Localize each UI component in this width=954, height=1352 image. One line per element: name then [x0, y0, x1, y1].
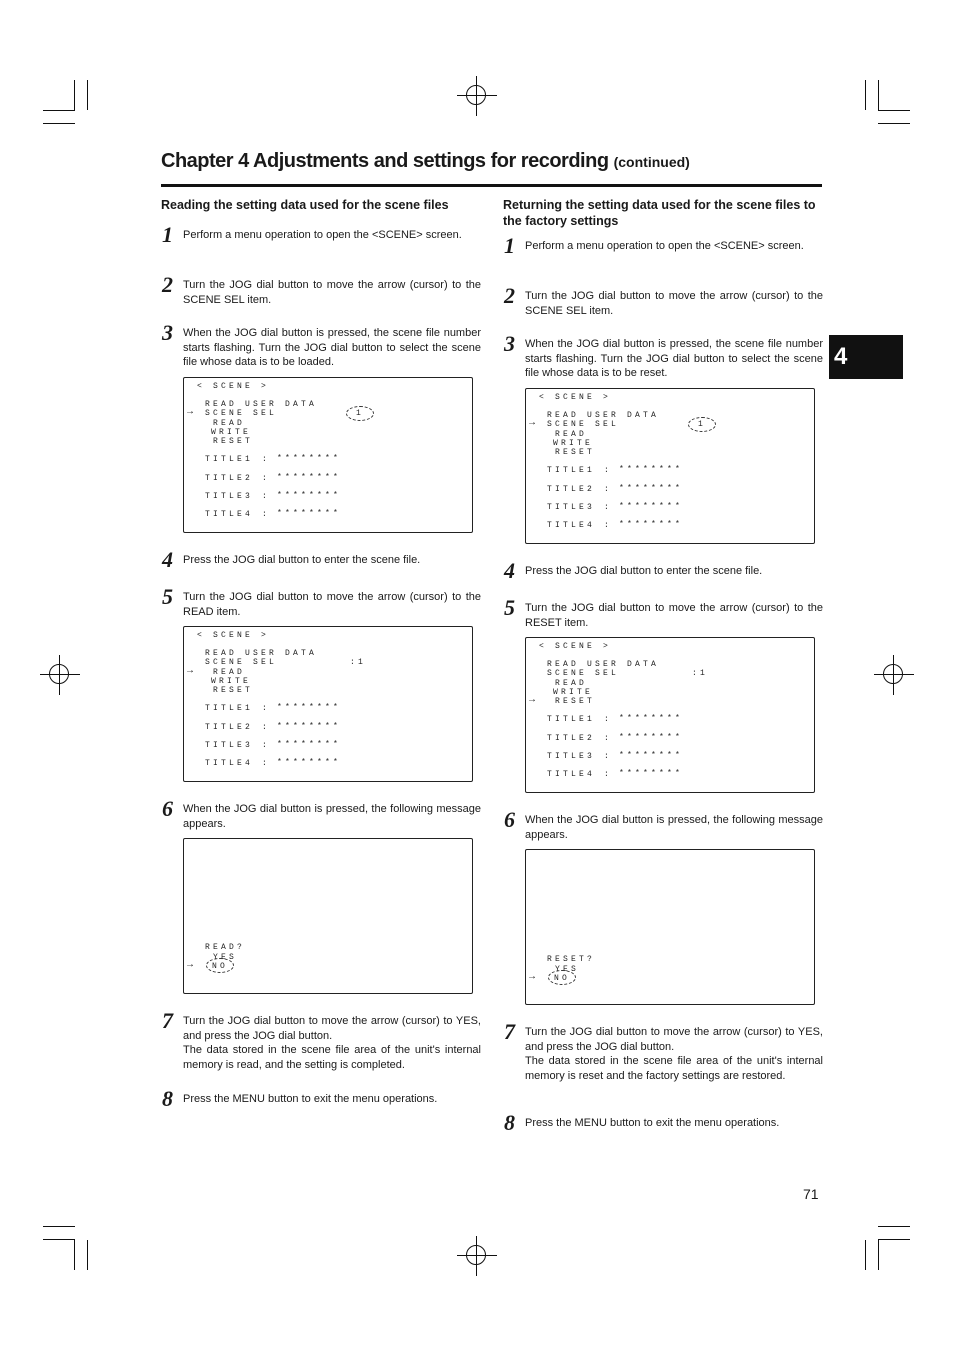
step-number: 2 — [162, 272, 173, 297]
chapter-title-text: Chapter 4 Adjustments and settings for recording — [161, 150, 609, 172]
menu-title3: TITLE3 — [205, 492, 254, 501]
message-no: NO — [554, 974, 571, 983]
menu-scene-sel: SCENE SEL — [547, 669, 620, 678]
message-screen — [183, 838, 473, 994]
menu-title4: TITLE4 — [547, 521, 596, 530]
crop-mark — [878, 1239, 910, 1240]
title-separator: : — [262, 492, 271, 501]
title-separator: : — [604, 715, 613, 724]
message-screen — [525, 849, 815, 1005]
menu-read: READ — [213, 419, 246, 428]
step-number: 8 — [504, 1110, 515, 1135]
right-column — [503, 197, 823, 1135]
menu-scene-sel: SCENE SEL — [205, 409, 278, 418]
step-text: Turn the JOG dial button to move the arrow (cursor) to YES, and press the JOG dial button. The data stored in the scene file area of the unit's internal memory is read, and the setting is completed. — [183, 1015, 481, 1071]
crop-mark — [43, 1239, 75, 1240]
menu-read-user-data: READ USER DATA — [547, 411, 660, 420]
crop-mark — [878, 1240, 879, 1270]
step-number: 4 — [162, 547, 173, 572]
step-number: 7 — [162, 1008, 173, 1033]
menu-read: READ — [555, 430, 588, 439]
page-number: 71 — [803, 1186, 819, 1202]
menu-write: WRITE — [211, 428, 252, 437]
step-number: 6 — [162, 796, 173, 821]
step-number: 1 — [504, 233, 515, 258]
step-text: Press the MENU button to exit the menu operations. — [525, 1117, 780, 1129]
left-column — [161, 197, 481, 1111]
step — [503, 331, 823, 381]
scene-sel-value: :1 — [692, 669, 709, 678]
step-number: 7 — [504, 1019, 515, 1044]
title-value: ******** — [277, 758, 342, 767]
menu-title1: TITLE1 — [205, 455, 254, 464]
title-separator: : — [604, 752, 613, 761]
step-text: Turn the JOG dial button to move the arrow (cursor) to YES, and press the JOG dial button. The data stored in the scene file area of the unit's internal memory is reset and the factory settings are restored. — [525, 1026, 823, 1082]
step-text: When the JOG dial button is pressed, the scene file number starts flashing. Turn the JOG dial button to select the scene file whose data is to be loaded. — [183, 327, 481, 368]
title-value: ******** — [619, 502, 684, 511]
step-text: Press the JOG dial button to enter the scene file. — [183, 554, 421, 566]
cursor-arrow: → — [187, 666, 194, 677]
step-text: Turn the JOG dial button to move the arrow (cursor) to the SCENE SEL item. — [525, 290, 823, 317]
message-question: READ? — [205, 943, 246, 952]
step-text: Turn the JOG dial button to move the arrow (cursor) to the RESET item. — [525, 602, 823, 629]
cursor-arrow: → — [529, 972, 536, 983]
registration-mark — [874, 655, 914, 695]
step — [503, 595, 823, 630]
step-text: Press the JOG dial button to enter the scene file. — [525, 565, 763, 577]
menu-title1: TITLE1 — [205, 704, 254, 713]
crop-mark — [878, 80, 879, 110]
step — [161, 320, 481, 370]
title-value: ******** — [277, 722, 342, 731]
title-value: ******** — [619, 465, 684, 474]
chapter-tab-number: 4 — [834, 343, 848, 370]
step-number: 4 — [504, 558, 515, 583]
menu-read: READ — [213, 668, 246, 677]
cursor-arrow: → — [529, 695, 536, 706]
scene-menu-screen — [183, 377, 473, 533]
step — [503, 807, 823, 842]
step — [161, 584, 481, 619]
message-no: NO — [212, 962, 229, 971]
scene-sel-value: :1 — [350, 658, 367, 667]
step — [161, 222, 481, 247]
section-heading: Returning the setting data used for the scene files to the factory settings — [503, 198, 816, 228]
menu-title3: TITLE3 — [205, 741, 254, 750]
title-separator: : — [262, 741, 271, 750]
title-value: ******** — [277, 491, 342, 500]
step-number: 8 — [162, 1086, 173, 1111]
step-number: 5 — [162, 584, 173, 609]
title-separator: : — [604, 521, 613, 530]
cursor-arrow: → — [187, 407, 194, 418]
chapter-tab — [829, 335, 903, 379]
menu-title4: TITLE4 — [205, 759, 254, 768]
chapter-title — [161, 150, 690, 173]
step-text: Press the MENU button to exit the menu operations. — [183, 1093, 438, 1105]
title-value: ******** — [277, 473, 342, 482]
cursor-arrow: → — [529, 418, 536, 429]
step — [503, 283, 823, 318]
menu-header: < SCENE > — [197, 382, 270, 391]
crop-mark — [43, 123, 75, 124]
title-separator: : — [262, 510, 271, 519]
menu-write: WRITE — [553, 688, 594, 697]
menu-scene-sel: SCENE SEL — [547, 420, 620, 429]
step-text: When the JOG dial button is pressed, the scene file number starts flashing. Turn the JOG dial button to select the scene file whose data is to be reset. — [525, 338, 823, 379]
menu-read-user-data: READ USER DATA — [547, 660, 660, 669]
menu-header: < SCENE > — [539, 393, 612, 402]
crop-mark — [865, 1240, 866, 1270]
step-text: Perform a menu operation to open the <SCENE> screen. — [525, 240, 804, 252]
title-separator: : — [604, 466, 613, 475]
crop-mark — [74, 1240, 75, 1270]
crop-mark — [865, 80, 866, 110]
title-value: ******** — [277, 703, 342, 712]
message-yes: YES — [555, 965, 580, 974]
menu-read-user-data: READ USER DATA — [205, 649, 318, 658]
title-value: ******** — [619, 751, 684, 760]
title-value: ******** — [619, 484, 684, 493]
menu-title1: TITLE1 — [547, 715, 596, 724]
title-separator: : — [262, 704, 271, 713]
title-separator: : — [262, 723, 271, 732]
menu-reset: RESET — [213, 437, 254, 446]
title-separator: : — [604, 485, 613, 494]
section-heading: Reading the setting data used for the scene files — [161, 198, 449, 212]
step-text: When the JOG dial button is pressed, the following message appears. — [183, 803, 481, 830]
title-separator: : — [604, 503, 613, 512]
title-value: ******** — [619, 520, 684, 529]
scene-number: 1 — [356, 409, 365, 418]
step-number: 3 — [162, 320, 173, 345]
registration-mark — [40, 655, 80, 695]
menu-reset: RESET — [555, 448, 596, 457]
title-rule — [161, 184, 822, 187]
step-number: 3 — [504, 331, 515, 356]
crop-mark — [878, 123, 910, 124]
menu-title3: TITLE3 — [547, 752, 596, 761]
menu-header: < SCENE > — [197, 631, 270, 640]
chapter-continued: (continued) — [613, 154, 690, 170]
scene-menu-screen — [525, 637, 815, 793]
step — [161, 1086, 481, 1111]
menu-header: < SCENE > — [539, 642, 612, 651]
step — [161, 796, 481, 831]
menu-scene-sel: SCENE SEL — [205, 658, 278, 667]
step — [503, 1110, 823, 1135]
title-value: ******** — [619, 714, 684, 723]
menu-title1: TITLE1 — [547, 466, 596, 475]
title-separator: : — [604, 734, 613, 743]
title-value: ******** — [619, 769, 684, 778]
step-number: 2 — [504, 283, 515, 308]
crop-mark — [43, 110, 75, 111]
menu-reset: RESET — [555, 697, 596, 706]
title-value: ******** — [619, 733, 684, 742]
title-separator: : — [262, 474, 271, 483]
crop-mark — [87, 80, 88, 110]
cursor-arrow: → — [187, 960, 194, 971]
step-text: Turn the JOG dial button to move the arrow (cursor) to the READ item. — [183, 591, 481, 618]
step — [503, 1019, 823, 1083]
menu-title4: TITLE4 — [205, 510, 254, 519]
title-value: ******** — [277, 740, 342, 749]
step-text: When the JOG dial button is pressed, the following message appears. — [525, 814, 823, 841]
title-value: ******** — [277, 509, 342, 518]
registration-mark — [457, 76, 497, 116]
crop-mark — [878, 110, 910, 111]
step-number: 1 — [162, 222, 173, 247]
step-text: Turn the JOG dial button to move the arrow (cursor) to the SCENE SEL item. — [183, 279, 481, 306]
title-value: ******** — [277, 454, 342, 463]
message-yes: YES — [213, 953, 238, 962]
menu-write: WRITE — [211, 677, 252, 686]
menu-title4: TITLE4 — [547, 770, 596, 779]
scene-menu-screen — [525, 388, 815, 544]
registration-mark — [457, 1236, 497, 1276]
message-question: RESET? — [547, 955, 596, 964]
step — [161, 547, 481, 572]
step-number: 5 — [504, 595, 515, 620]
scene-menu-screen — [183, 626, 473, 782]
crop-mark — [878, 1226, 910, 1227]
step — [161, 272, 481, 307]
menu-read-user-data: READ USER DATA — [205, 400, 318, 409]
title-separator: : — [262, 455, 271, 464]
scene-number: 1 — [698, 420, 707, 429]
menu-read: READ — [555, 679, 588, 688]
menu-write: WRITE — [553, 439, 594, 448]
menu-title2: TITLE2 — [547, 485, 596, 494]
crop-mark — [87, 1240, 88, 1270]
menu-title3: TITLE3 — [547, 503, 596, 512]
step-text: Perform a menu operation to open the <SCENE> screen. — [183, 229, 462, 241]
step-number: 6 — [504, 807, 515, 832]
step — [503, 233, 823, 258]
menu-title2: TITLE2 — [205, 723, 254, 732]
step — [161, 1008, 481, 1072]
crop-mark — [74, 80, 75, 110]
step — [503, 558, 823, 583]
title-separator: : — [262, 759, 271, 768]
crop-mark — [43, 1226, 75, 1227]
menu-reset: RESET — [213, 686, 254, 695]
menu-title2: TITLE2 — [547, 734, 596, 743]
menu-title2: TITLE2 — [205, 474, 254, 483]
title-separator: : — [604, 770, 613, 779]
